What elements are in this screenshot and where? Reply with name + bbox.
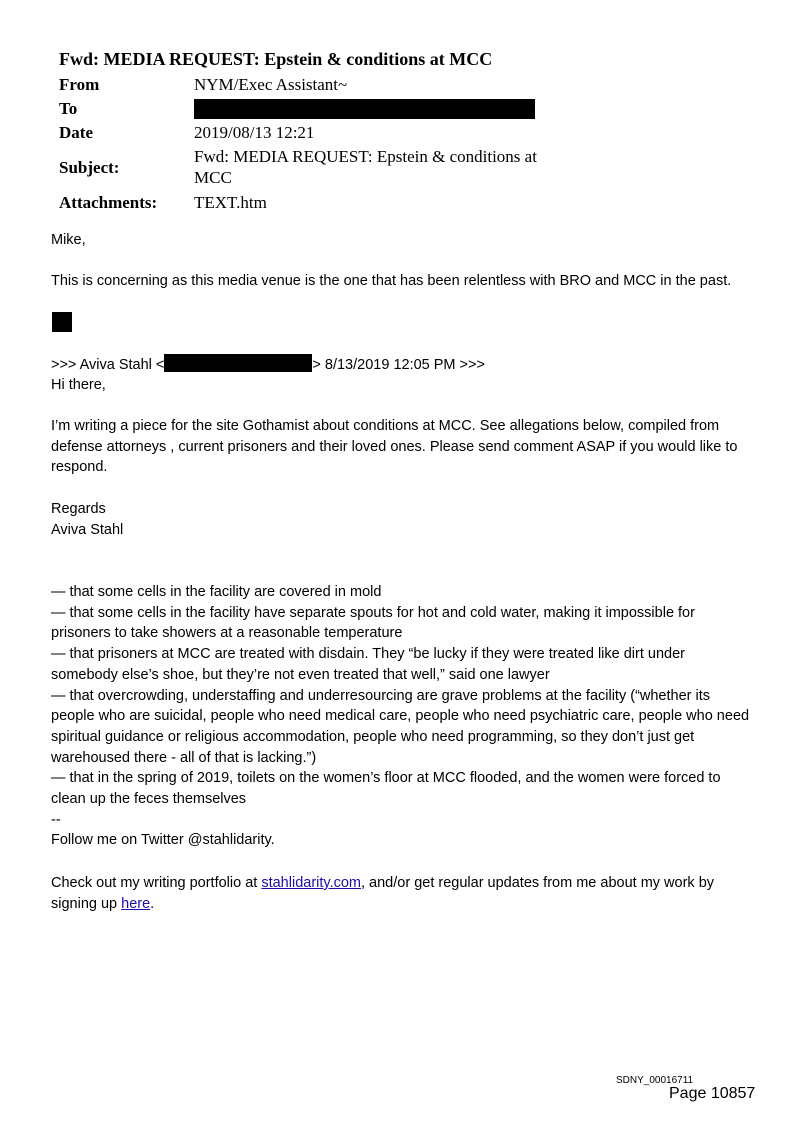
greeting: Mike, — [51, 232, 86, 248]
fwd-prefix: >>> Aviva Stahl < — [51, 357, 165, 373]
allegation-item: — that some cells in the facility are covered in mold — [51, 584, 382, 600]
portfolio-paragraph — [51, 873, 751, 914]
allegation-item: — that some cells in the facility have separate spouts for hot and cold water, making it impossible for prisoners to take showers at a reasonable temperature — [51, 604, 695, 642]
subject-line-2: MCC — [194, 168, 232, 187]
allegation-item: — that in the spring of 2019, toilets on the women’s floor at MCC flooded, and the women were forced to clean up the feces themselves — [51, 770, 721, 808]
attachments-label: Attachments: — [59, 192, 158, 212]
allegation-item: — that prisoners at MCC are treated with disdain. They “be lucky if they were treated like dirt under somebody else’s shoe, but they’re not even treated that well,” said one lawyer — [51, 646, 685, 683]
portfolio-mid: , and/or get regular updates from me about my work by signing up — [51, 875, 715, 912]
forwarded-header — [51, 354, 751, 376]
from-row — [57, 72, 537, 96]
redaction-bar — [194, 99, 535, 119]
email-title: Fwd: MEDIA REQUEST: Epstein & conditions at MCC — [59, 49, 493, 69]
date-value: 2019/08/13 12:21 — [194, 122, 315, 142]
allegation-item: — that overcrowding, understaffing and underresourcing are grave problems at the facility (“whether its people who are suicidal, people who need medical care, people who need psychiatric care, people who need spiritual guidance or religious accommodation, people who need programming, so they don’t just get warehoused there - all of that is lacking.”) — [51, 687, 750, 766]
signup-link[interactable]: here — [121, 895, 151, 912]
from-value: NYM/Exec Assistant~ — [194, 74, 348, 94]
bates-number: SDNY_00016711 — [616, 1075, 694, 1086]
portfolio-link[interactable]: stahlidarity.com — [261, 875, 361, 891]
regards — [51, 499, 751, 540]
to-row — [57, 96, 537, 120]
forward-note: This is concerning as this media venue is the one that has been relentless with BRO and MCC in the past. — [51, 273, 732, 289]
from-label: From — [59, 74, 100, 94]
portfolio-prefix: Check out my writing portfolio at — [51, 875, 262, 891]
attachments-value[interactable]: TEXT.htm — [194, 192, 267, 212]
salutation: Hi there, — [51, 377, 106, 393]
to-value — [192, 96, 537, 120]
allegations-list — [51, 582, 751, 851]
date-row — [57, 120, 537, 144]
regards-text: Regards — [51, 501, 106, 517]
twitter-line: Follow me on Twitter @stahlidarity. — [51, 832, 275, 849]
intro-paragraph: I’m writing a piece for the site Gothamist about conditions at MCC. See allegations below, compiled from defense attorneys , current prisoners and their loved ones. Please send comment ASAP if you would like to respond. — [51, 418, 738, 476]
portfolio-end: . — [150, 895, 155, 912]
subject-value — [192, 144, 537, 190]
email-header-table — [57, 72, 537, 214]
fwd-suffix: > 8/13/2019 12:05 PM >>> — [312, 357, 485, 373]
subject-label: Subject: — [59, 157, 120, 177]
signature-name: Aviva Stahl — [51, 521, 124, 538]
subject-line-1: Fwd: MEDIA REQUEST: Epstein & conditions at — [194, 147, 537, 166]
to-label: To — [59, 98, 78, 118]
redaction-block — [52, 312, 72, 332]
signature-separator: -- — [51, 811, 61, 828]
attachments-row — [57, 190, 537, 214]
subject-row — [57, 144, 537, 190]
redaction-bar — [164, 354, 312, 372]
date-label: Date — [59, 122, 93, 142]
page-number: Page 10857 — [669, 1085, 756, 1102]
